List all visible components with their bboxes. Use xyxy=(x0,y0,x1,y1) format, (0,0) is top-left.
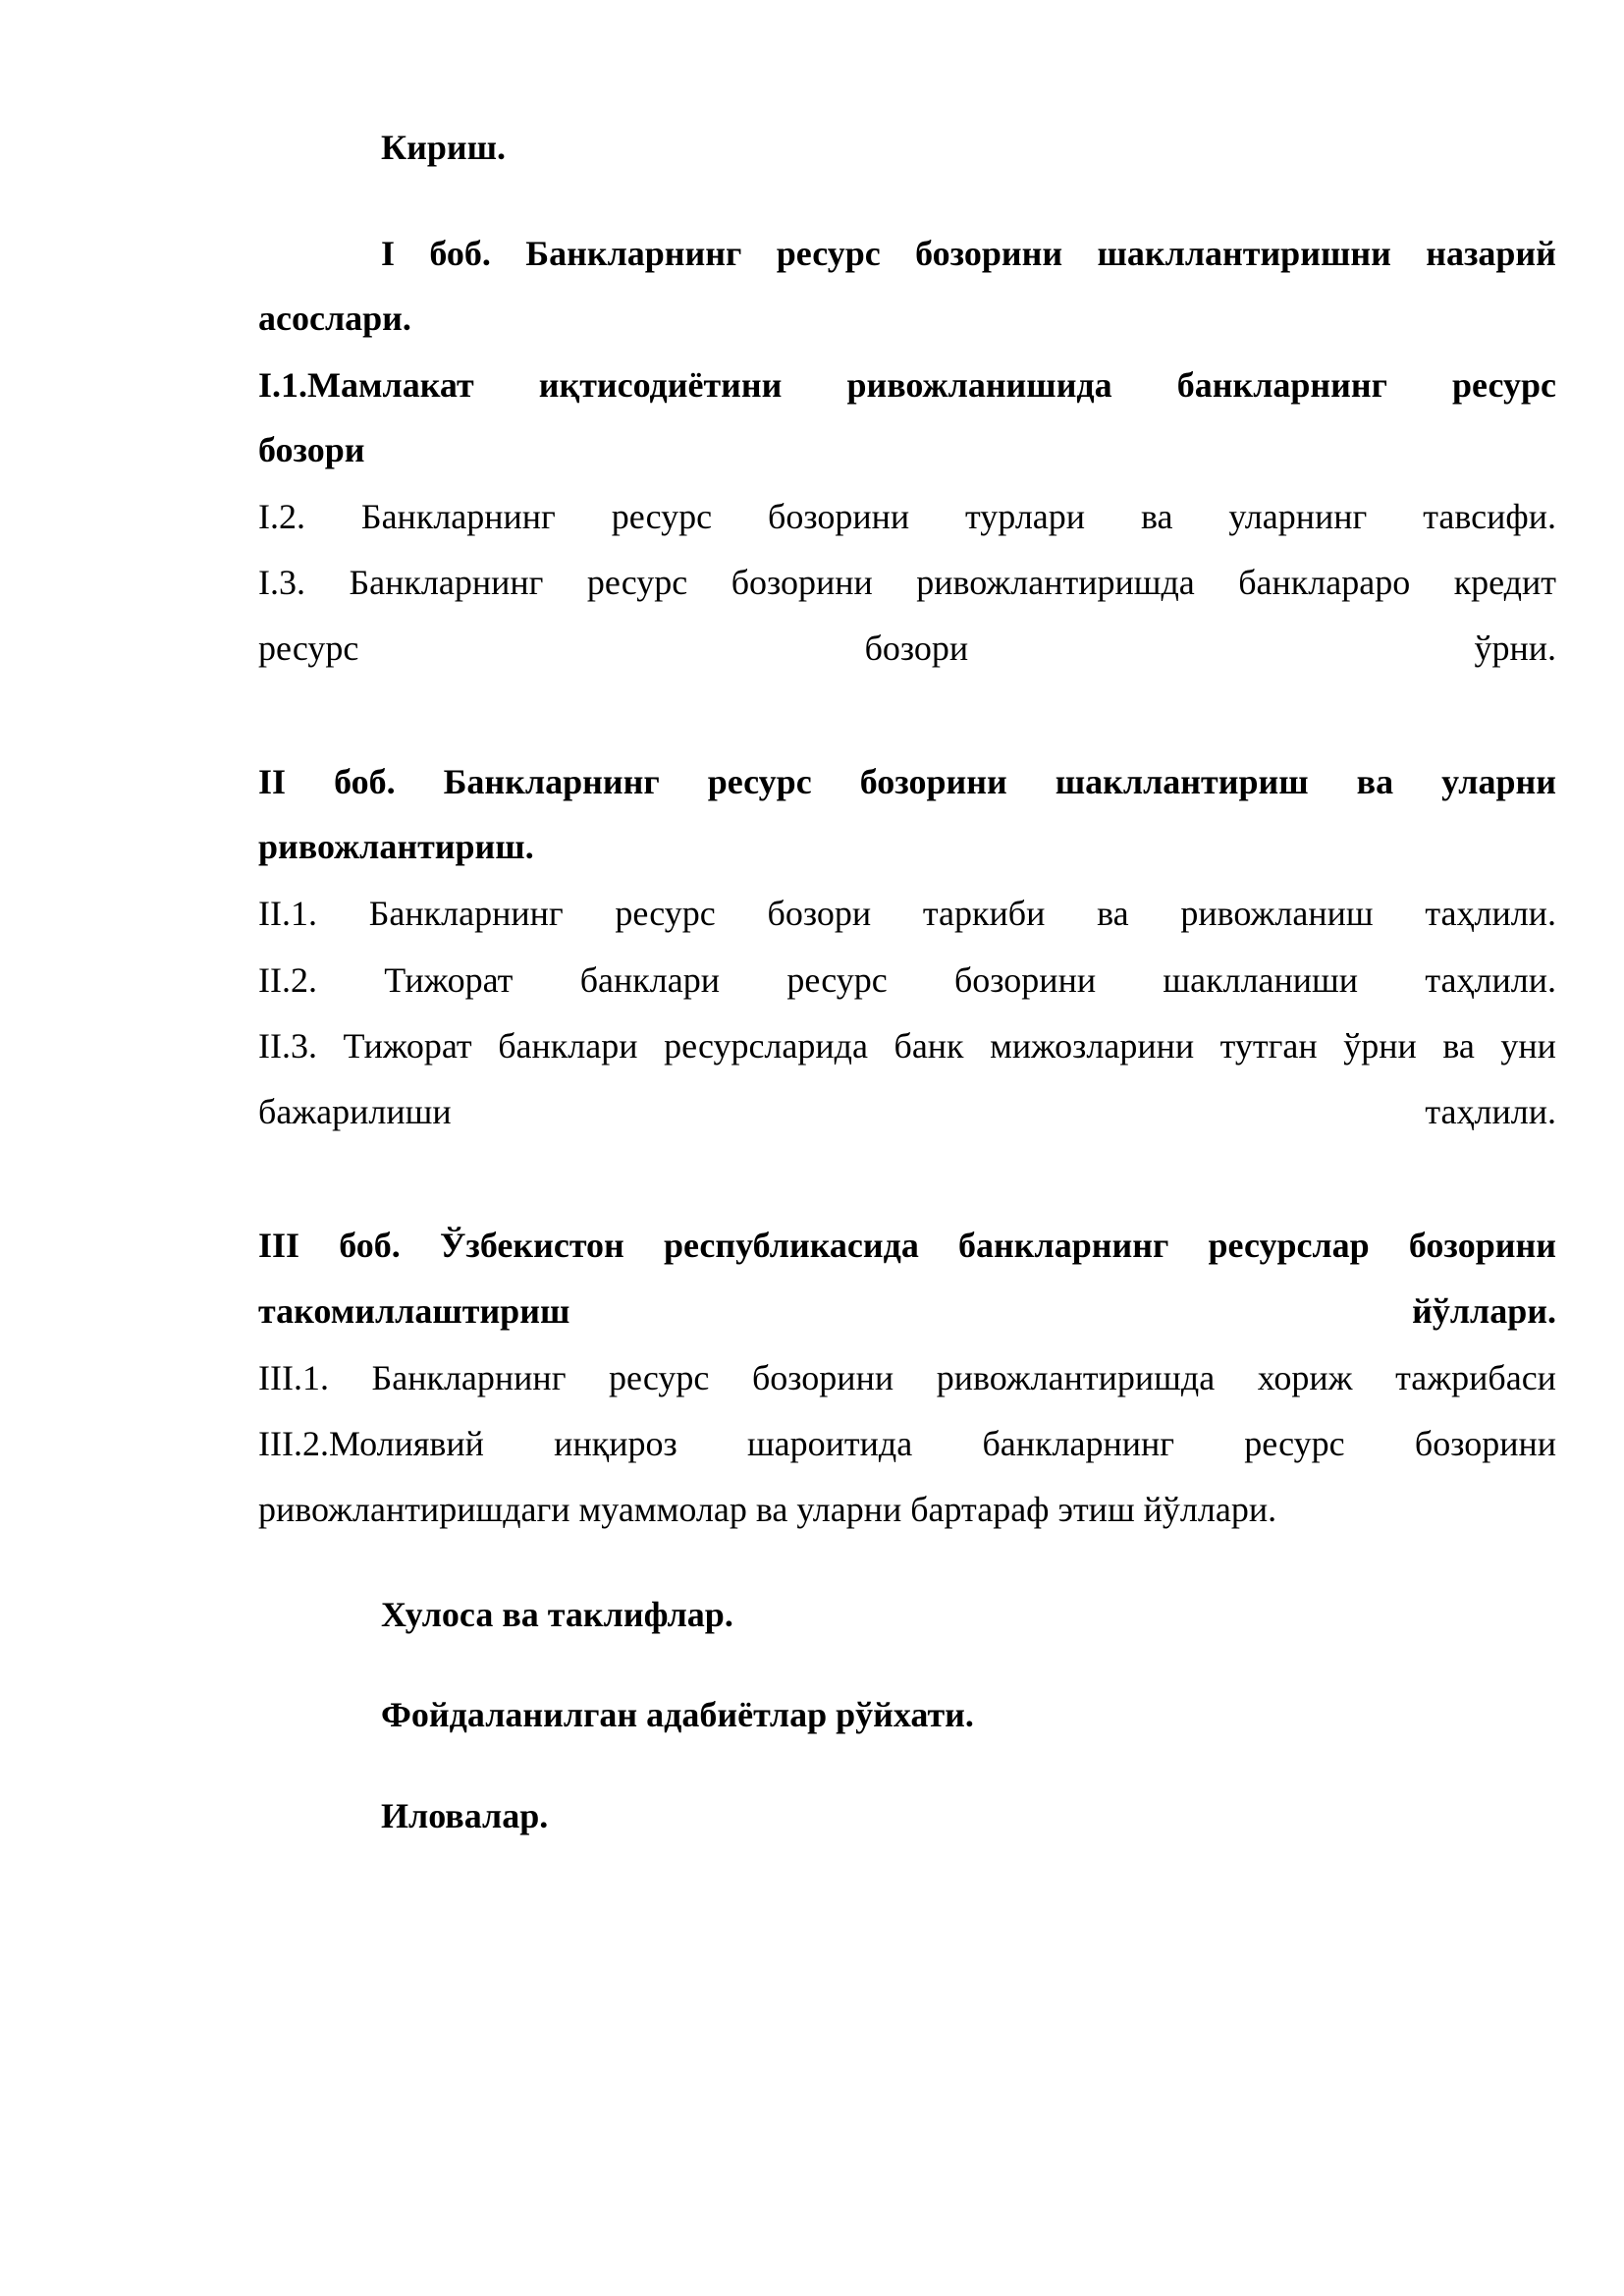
word: II xyxy=(258,762,287,801)
word: республикасида xyxy=(663,1226,919,1265)
word: ресурсларида xyxy=(664,1026,868,1066)
section-2-3-line2 xyxy=(258,1090,1556,1133)
word: шаклланиши xyxy=(1163,960,1359,1000)
word: такомиллаштириш xyxy=(258,1291,570,1331)
word: II.1. xyxy=(258,894,317,933)
word: уларни xyxy=(1441,762,1556,801)
word: бозорини xyxy=(859,762,1007,801)
word: I xyxy=(381,234,396,273)
section-1-3-line1 xyxy=(258,561,1556,604)
section-3-2-line2: ривожлантиришдаги муаммолар ва уларни бартараф этиш йўллари. xyxy=(258,1490,1277,1529)
section-1-2 xyxy=(258,495,1556,538)
word: тажрибаси xyxy=(1395,1358,1556,1397)
word: ривожланишида xyxy=(846,365,1112,405)
word: бозорини xyxy=(953,960,1097,1000)
section-1-3-line2 xyxy=(258,627,1556,670)
word: ресурс xyxy=(615,894,716,933)
word: банклараро xyxy=(1238,563,1411,602)
word: банклари xyxy=(579,960,720,1000)
word: бозорини xyxy=(731,563,873,602)
word: банкларнинг xyxy=(958,1226,1169,1265)
word: I.1.Мамлакат xyxy=(258,365,474,405)
word: II.3. xyxy=(258,1026,317,1066)
word: ва xyxy=(1097,894,1129,933)
word: боб. xyxy=(334,762,396,801)
chapter-2-title-line2: ривожлантириш. xyxy=(258,827,534,866)
word: ресурс xyxy=(1244,1424,1345,1463)
word: таркиби xyxy=(922,894,1046,933)
word: банкларнинг xyxy=(982,1424,1175,1463)
chapter-1-title-line1 xyxy=(381,232,1556,275)
word: таҳлили. xyxy=(1425,960,1556,1000)
word: ресурс xyxy=(609,1358,710,1397)
word: ва xyxy=(1442,1026,1475,1066)
word: I.3. xyxy=(258,563,305,602)
word: ресурс xyxy=(786,960,888,1000)
word: банклари xyxy=(498,1026,638,1066)
word: Тижорат xyxy=(343,1026,472,1066)
word: турлари xyxy=(965,497,1086,536)
chapter-2-title-line1 xyxy=(258,760,1556,803)
word: ўрни. xyxy=(1474,629,1556,668)
chapter-3-title-line2 xyxy=(258,1289,1556,1333)
word: ва xyxy=(1140,497,1173,536)
intro-heading: Кириш. xyxy=(381,128,507,167)
word: Банкларнинг xyxy=(360,497,556,536)
references-heading: Фойдаланилган адабиётлар рўйхати. xyxy=(381,1695,974,1734)
word: III.1. xyxy=(258,1358,329,1397)
word: Тижорат xyxy=(384,960,514,1000)
word: Ўзбекистон xyxy=(439,1226,624,1265)
word: III xyxy=(258,1226,300,1265)
word: банк xyxy=(893,1026,964,1066)
word: иқтисодиётини xyxy=(538,365,783,405)
word: йўллари. xyxy=(1412,1291,1556,1331)
section-2-1 xyxy=(258,892,1556,935)
word: Банкларнинг xyxy=(525,234,742,273)
word: банкларнинг xyxy=(1176,365,1387,405)
section-1-1-line2: бозори xyxy=(258,430,365,469)
word: уларнинг xyxy=(1228,497,1368,536)
chapter-3-title-line1 xyxy=(258,1224,1556,1267)
word: таҳлили. xyxy=(1425,894,1556,933)
word: Банкларнинг xyxy=(368,894,564,933)
word: ресурслар xyxy=(1208,1226,1370,1265)
word: боб. xyxy=(429,234,491,273)
word: боб. xyxy=(339,1226,401,1265)
word: хориж xyxy=(1257,1358,1353,1397)
word: таҳлили. xyxy=(1425,1092,1556,1131)
word: ресурс xyxy=(776,234,881,273)
word: ресурс xyxy=(1452,365,1556,405)
word: ривожлантиришда xyxy=(936,1358,1216,1397)
word: ва xyxy=(1356,762,1394,801)
word: III.2.Молиявий xyxy=(258,1424,484,1463)
word: назарий xyxy=(1426,234,1556,273)
word: шакллантиришни xyxy=(1097,234,1391,273)
word: кредит xyxy=(1453,563,1556,602)
word: бажарилиши xyxy=(258,1092,452,1131)
word: бозорини xyxy=(1414,1424,1556,1463)
word: тутган xyxy=(1219,1026,1318,1066)
appendices-heading: Иловалар. xyxy=(381,1796,549,1835)
word: ресурс xyxy=(258,629,359,668)
word: ресурс xyxy=(611,497,713,536)
word: Банкларнинг xyxy=(371,1358,567,1397)
word: бозорини xyxy=(768,497,910,536)
section-3-2-line1 xyxy=(258,1422,1556,1465)
word: Банкларнинг xyxy=(443,762,660,801)
word: мижозларини xyxy=(990,1026,1195,1066)
section-3-1 xyxy=(258,1356,1556,1399)
word: ривожлантиришда xyxy=(916,563,1195,602)
section-1-1-line1 xyxy=(258,363,1556,407)
conclusion-heading: Хулоса ва таклифлар. xyxy=(381,1595,733,1634)
word: ресурс xyxy=(707,762,812,801)
word: шакллантириш xyxy=(1055,762,1309,801)
word: Банкларнинг xyxy=(349,563,544,602)
word: I.2. xyxy=(258,497,305,536)
word: инқироз xyxy=(554,1424,677,1463)
word: бозорини xyxy=(915,234,1063,273)
word: ривожланиш xyxy=(1180,894,1374,933)
word: бозорини xyxy=(1408,1226,1556,1265)
word: бозори xyxy=(864,629,969,668)
chapter-1-title-line2: асослари. xyxy=(258,299,411,338)
word: II.2. xyxy=(258,960,317,1000)
word: шароитида xyxy=(746,1424,913,1463)
word: бозори xyxy=(767,894,872,933)
word: ресурс xyxy=(586,563,688,602)
word: тавсифи. xyxy=(1423,497,1556,536)
word: уни xyxy=(1500,1026,1556,1066)
section-2-2 xyxy=(258,958,1556,1002)
word: бозорини xyxy=(751,1358,894,1397)
section-2-3-line1 xyxy=(258,1024,1556,1067)
word: ўрни xyxy=(1343,1026,1417,1066)
